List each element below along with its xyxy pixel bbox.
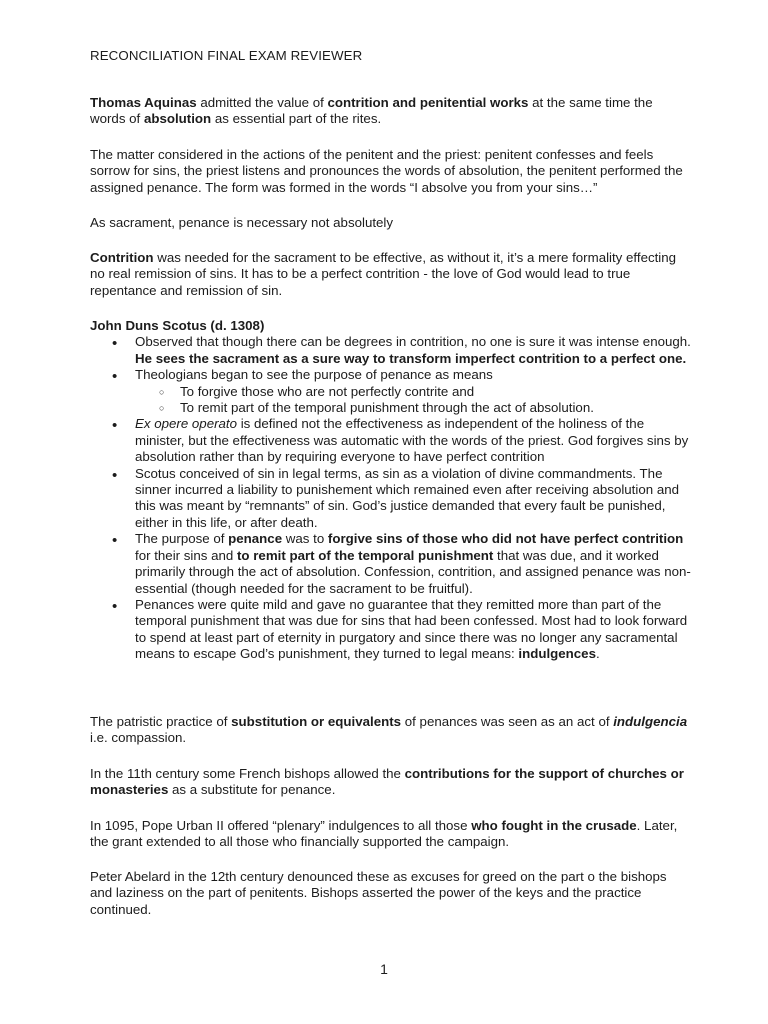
document-title: RECONCILIATION FINAL EXAM REVIEWER — [90, 48, 363, 63]
section-duns-scotus — [90, 318, 695, 663]
paragraph-sacrament-necessity: As sacrament, penance is necessary not absolutely — [90, 215, 394, 230]
paragraph-aquinas: Thomas Aquinas admitted the value of contrition and penitential works at the same time the words of absolution as essential part of the rites. — [90, 95, 653, 127]
sub-list-item: ○ To forgive those who are not perfectly contrite and — [135, 384, 695, 400]
sub-list — [135, 384, 695, 417]
list-item: • The purpose of penance was to forgive sins of those who did not have perfect contrition for their sins and to remit part of the temporal punishment that was due, and it worked primarily through the act of absolution. Confession, contrition, and assigned penance was non-essential (though needed for the sacrament to be fruitful). — [90, 531, 695, 597]
list-item: • Observed that though there can be degrees in contrition, no one is sure it was intense enough. He sees the sacrament as a sure way to transform imperfect contrition to a perfect one. — [90, 334, 695, 367]
paragraph-patristic-practice: The patristic practice of substitution or equivalents of penances was seen as an act of indulgencia i.e. compassion. — [90, 714, 688, 746]
bullet-list — [90, 334, 695, 662]
list-item: • Theologians began to see the purpose of penance as means ○ To forgive those who are not perfectly contrite and ○ To remit part of the temporal punishment through the act of absolution. — [90, 367, 695, 416]
paragraph-peter-abelard: Peter Abelard in the 12th century denounced these as excuses for greed on the part o the bishops and laziness on the part of penitents. Bishops asserted the power of the keys and the practice continued. — [90, 869, 667, 917]
list-item: • Scotus conceived of sin in legal terms, as sin as a violation of divine commandments. The sinner incurred a liability to punishement which remained even after receiving absolution and this was meant by “remnants” of sin. God’s justice demanded that every fault be punished, either in this life, or after death. — [90, 466, 695, 532]
paragraph-matter-form: The matter considered in the actions of the penitent and the priest: penitent confesses and feels sorrow for sins, the priest listens and pronounces the words of absolution, the penitent performed the assigned penance. The form was formed in the words “I absolve you from your sins…” — [90, 147, 683, 195]
page-number: 1 — [380, 961, 388, 977]
paragraph-contrition: Contrition was needed for the sacrament to be effective, as without it, it’s a mere formality effecting no real remission of sins. It has to be a perfect contrition - the love of God would lead to true repentance and remission of sin. — [90, 250, 677, 298]
paragraph-pope-urban: In 1095, Pope Urban II offered “plenary” indulgences to all those who fought in the crusade. Later, the grant extended to all those who financially supported the campaign. — [90, 818, 678, 850]
list-item: • Penances were quite mild and gave no guarantee that they remitted more than part of the temporal punishment that was due for sins that had been confessed. Most had to look forward to spend at least part of eternity in purgatory and since there was no longer any sacramental means to escape God’s punishment, they turned to legal means: indulgences. — [90, 597, 695, 663]
bold-thomas-aquinas: Thomas Aquinas — [90, 95, 197, 110]
section-heading: John Duns Scotus (d. 1308) — [90, 318, 265, 333]
paragraph-french-bishops: In the 11th century some French bishops allowed the contributions for the support of churches or monasteries as a substitute for penance. — [90, 766, 684, 798]
list-item: • Ex opere operato is defined not the effectiveness as independent of the holiness of the minister, but the effectiveness was automatic with the words of the priest. God forgives sins by absolution rather than by requiring everyone to have perfect contrition — [90, 416, 695, 465]
sub-list-item: ○ To remit part of the temporal punishment through the act of absolution. — [135, 400, 695, 416]
